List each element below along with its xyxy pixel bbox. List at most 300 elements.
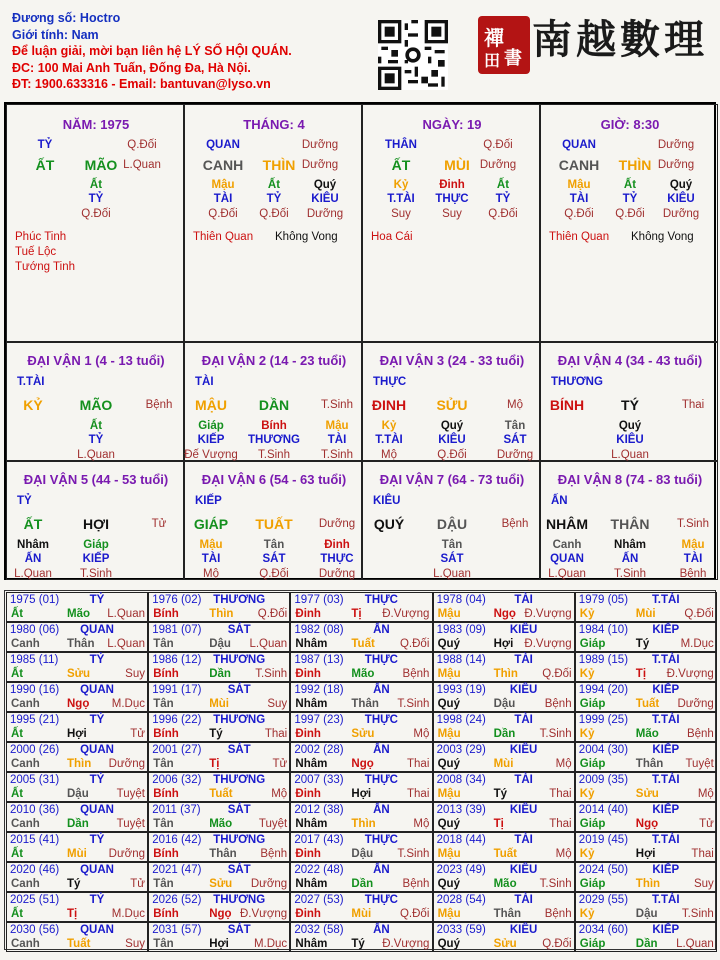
dai-van-can: NHÂM	[546, 516, 588, 532]
year-cell[interactable]	[290, 712, 432, 742]
pillar-can-state: Q.Đối	[127, 139, 157, 151]
dai-van-title: ĐẠI VẬN 7 (64 - 73 tuổi)	[379, 472, 525, 487]
pillar-can: CANH	[558, 157, 600, 173]
dai-van-title: ĐẠI VẬN 5 (44 - 53 tuổi)	[23, 472, 169, 487]
pillar-note: Thiên Quan	[193, 231, 254, 243]
year-chi: Dần	[209, 668, 231, 680]
hidden-star: TỶ	[495, 193, 511, 205]
year-state: L.Quan	[249, 638, 288, 650]
year-star: KIẾP	[652, 804, 680, 816]
hidden-can: Ất	[89, 420, 103, 432]
year-chi: Ngọ	[351, 758, 374, 770]
year-chi: Mùi	[351, 908, 372, 920]
year-can: Canh	[11, 878, 40, 890]
year-can: Canh	[11, 818, 40, 830]
year-cell[interactable]	[6, 862, 148, 892]
year-label: 2012 (38)	[294, 804, 344, 816]
pillar-0[interactable]	[6, 104, 184, 342]
year-cell[interactable]	[148, 622, 290, 652]
year-state: Suy	[693, 878, 714, 890]
hidden-state: Đế Vượng	[184, 449, 238, 461]
dai-van-can: GIÁP	[193, 516, 229, 532]
year-cell[interactable]	[148, 772, 290, 802]
year-cell[interactable]	[433, 622, 575, 652]
hidden-state: Suy	[391, 208, 411, 220]
year-cell[interactable]	[290, 622, 432, 652]
year-cell[interactable]	[148, 652, 290, 682]
pillar-note: Không Vong	[275, 231, 338, 243]
hidden-state: Q.Đối	[81, 208, 111, 220]
hidden-state: Mộ	[203, 568, 219, 580]
year-state: Tuyệt	[116, 818, 145, 830]
year-can: Quý	[437, 938, 460, 950]
year-state: Dưỡng	[108, 758, 145, 770]
year-cell[interactable]	[6, 892, 148, 922]
year-cell[interactable]	[290, 802, 432, 832]
hidden-can: Canh	[552, 539, 582, 551]
year-cell[interactable]	[575, 862, 717, 892]
year-cell[interactable]	[290, 742, 432, 772]
year-state: Mộ	[271, 788, 288, 800]
year-can: Mậu	[437, 788, 461, 800]
year-cell[interactable]	[575, 742, 717, 772]
year-star: QUAN	[80, 924, 114, 936]
year-cell[interactable]	[6, 682, 148, 712]
dai-van-state: Dưỡng	[318, 518, 356, 530]
year-state: Thai	[264, 728, 288, 740]
year-cell[interactable]	[433, 922, 575, 952]
hidden-star: QUAN	[550, 553, 584, 565]
pillar-can: CANH	[202, 157, 244, 173]
year-state: Tử	[130, 728, 145, 740]
hidden-state: T.Sinh	[321, 449, 353, 461]
year-cell[interactable]	[290, 832, 432, 862]
year-star: KIẾP	[652, 924, 680, 936]
year-label: 1984 (10)	[578, 624, 629, 636]
year-chi: Mùi	[209, 698, 229, 710]
year-cell[interactable]	[290, 652, 432, 682]
year-can: Quý	[437, 698, 460, 710]
year-can: Canh	[11, 638, 40, 650]
year-cell[interactable]	[148, 862, 290, 892]
pillar-chi: THÌN	[262, 157, 296, 173]
year-chi: Dần	[351, 878, 374, 890]
hidden-star: T.TÀI	[387, 193, 415, 205]
year-can: Quý	[437, 878, 460, 890]
year-cell[interactable]	[433, 892, 575, 922]
year-can: Nhâm	[295, 938, 328, 950]
year-label: 1978 (04)	[436, 594, 486, 606]
year-star: ẤN	[373, 744, 390, 756]
year-label: 2026 (52)	[152, 894, 202, 906]
pillar-1[interactable]	[184, 104, 362, 342]
dai-van-state: T.Sinh	[321, 399, 353, 411]
year-state: Đ.Vượng	[666, 668, 714, 680]
year-state: Tuyệt	[258, 818, 288, 830]
pillar-2[interactable]	[362, 104, 540, 342]
phone-email[interactable]: ĐT: 1900.633316 - Email: bantuvan@lyso.vn	[12, 77, 271, 91]
hidden-star: TÀI	[683, 553, 703, 565]
year-state: Mộ	[413, 728, 430, 740]
dai-van-5[interactable]	[6, 461, 184, 580]
year-cell[interactable]	[575, 712, 717, 742]
year-chi: Mão	[493, 878, 517, 890]
dai-van-can: ẤT	[23, 516, 43, 532]
year-star: SÁT	[227, 924, 251, 936]
hidden-can: Mậu	[567, 179, 591, 191]
year-can: Đinh	[295, 668, 321, 680]
dai-van-chi: DẬU	[436, 516, 468, 532]
year-can: Đinh	[295, 728, 321, 740]
hidden-star: SÁT	[262, 553, 286, 565]
hidden-can: Tân	[504, 420, 526, 432]
year-can: Giáp	[579, 758, 606, 770]
year-state: M.Dục	[253, 938, 288, 950]
year-can: Ất	[11, 788, 24, 800]
dai-van-state: Bệnh	[501, 518, 529, 530]
year-label: 1975 (01)	[10, 594, 60, 606]
dai-van-6[interactable]	[184, 461, 362, 580]
pillar-note: Tuế Lộc	[15, 246, 57, 258]
dai-van-4[interactable]	[540, 342, 718, 461]
year-cell[interactable]	[6, 772, 148, 802]
year-chi: Tý	[635, 638, 650, 650]
pillar-chi: MÙI	[444, 157, 470, 173]
year-can: Bính	[153, 608, 179, 620]
annual-luck-table	[4, 590, 716, 950]
hidden-star: TỶ	[88, 434, 104, 446]
year-cell[interactable]	[148, 592, 290, 622]
year-cell[interactable]	[575, 682, 717, 712]
year-state: Mộ	[555, 848, 572, 860]
pillar-note: Thiên Quan	[549, 231, 610, 243]
hidden-state: Q.Đối	[208, 208, 238, 220]
year-star: THỰC	[364, 894, 398, 906]
year-cell[interactable]	[6, 832, 148, 862]
dai-van-star: KIÊU	[373, 495, 401, 507]
year-cell[interactable]	[433, 802, 575, 832]
year-cell[interactable]	[6, 742, 148, 772]
year-star: KIÊU	[509, 924, 538, 936]
year-can: Bính	[153, 668, 179, 680]
year-chi: Tý	[351, 938, 365, 950]
year-chi: Ngọ	[635, 818, 659, 830]
hidden-state: T.Sinh	[80, 568, 112, 580]
year-chi: Sửu	[351, 728, 375, 740]
year-star: ẤN	[373, 924, 390, 936]
year-label: 2027 (53)	[294, 894, 344, 906]
hidden-can: Quý	[669, 179, 693, 191]
pillar-can-star: THÂN	[385, 139, 417, 151]
year-can: Tân	[153, 818, 174, 830]
year-cell[interactable]	[290, 592, 432, 622]
year-cell[interactable]	[433, 682, 575, 712]
hidden-star: KIÊU	[667, 193, 695, 205]
year-chi: Tuất	[351, 638, 375, 650]
hidden-state: Dưỡng	[662, 208, 700, 220]
year-can: Ất	[11, 668, 24, 680]
hidden-can: Đinh	[324, 539, 350, 551]
pillar-can-star: TỶ	[37, 139, 53, 151]
year-state: Suy	[125, 938, 145, 950]
year-label: 2016 (42)	[152, 834, 202, 846]
year-state: Bệnh	[402, 668, 430, 680]
year-can: Đinh	[295, 608, 321, 620]
year-label: 1991 (17)	[152, 684, 202, 696]
year-label: 2031 (57)	[152, 924, 202, 936]
year-star: KIẾP	[652, 864, 680, 876]
year-can: Kỷ	[579, 788, 595, 800]
year-chi: Dậu	[209, 638, 231, 650]
year-star: THỰC	[364, 774, 398, 786]
year-can: Ất	[11, 848, 24, 860]
hidden-can: Quý	[313, 179, 337, 191]
year-cell[interactable]	[433, 772, 575, 802]
year-chi: Tuất	[635, 698, 660, 710]
year-can: Tân	[153, 638, 174, 650]
hidden-can: Quý	[618, 420, 642, 432]
year-label: 2021 (47)	[152, 864, 202, 876]
hidden-can: Bính	[261, 420, 287, 432]
dai-van-title: ĐẠI VẬN 2 (14 - 23 tuổi)	[201, 353, 347, 368]
year-cell[interactable]	[433, 592, 575, 622]
dai-van-2[interactable]	[184, 342, 362, 461]
year-chi: Tị	[67, 908, 78, 920]
year-chi: Dậu	[635, 908, 658, 920]
hidden-state: L.Quan	[548, 568, 586, 580]
pillar-can: ẤT	[391, 157, 411, 173]
year-chi: Tý	[209, 728, 223, 740]
year-label: 2020 (46)	[10, 864, 60, 876]
dai-van-3[interactable]	[362, 342, 540, 461]
year-star: SÁT	[227, 864, 251, 876]
dai-van-8[interactable]	[540, 461, 718, 580]
year-chi: Sửu	[67, 668, 91, 680]
pillar-title: GIỜ: 8:30	[600, 117, 660, 132]
year-cell[interactable]	[575, 622, 717, 652]
dai-van-state: Thai	[681, 399, 705, 411]
year-chi: Thân	[493, 908, 522, 920]
year-label: 2029 (55)	[578, 894, 629, 906]
dai-van-can: BÍNH	[549, 397, 585, 413]
year-state: Q.Đối	[542, 938, 572, 950]
dai-van-star: THỰC	[373, 376, 407, 388]
year-label: 1996 (22)	[152, 714, 202, 726]
year-cell[interactable]	[575, 832, 717, 862]
year-can: Canh	[11, 698, 40, 710]
hidden-star: ẤN	[621, 553, 639, 565]
year-label: 1993 (19)	[436, 684, 486, 696]
year-cell[interactable]	[433, 862, 575, 892]
hidden-star: KIẾP	[197, 434, 225, 446]
year-label: 1986 (12)	[152, 654, 202, 666]
year-state: M.Dục	[111, 908, 145, 920]
pillar-chi-state: Dưỡng	[479, 159, 517, 171]
year-can: Giáp	[579, 698, 606, 710]
year-cell[interactable]	[6, 922, 148, 952]
hidden-can: Mậu	[199, 539, 223, 551]
hidden-state: Dưỡng	[306, 208, 344, 220]
year-can: Quý	[437, 638, 460, 650]
dai-van-1[interactable]	[6, 342, 184, 461]
year-cell[interactable]	[6, 802, 148, 832]
hidden-can: Giáp	[198, 420, 224, 432]
qr-code-icon[interactable]	[378, 20, 448, 90]
year-star: TÀI	[514, 714, 533, 726]
year-star: THỰC	[364, 594, 398, 606]
year-state: Bệnh	[686, 728, 714, 740]
year-state: Bệnh	[260, 848, 288, 860]
year-star: QUAN	[80, 684, 114, 696]
year-state: L.Quan	[107, 638, 145, 650]
year-star: T.TÀI	[652, 654, 680, 666]
year-star: THỰC	[364, 714, 398, 726]
year-star: THƯƠNG	[213, 834, 266, 846]
dai-van-star: TÀI	[195, 376, 214, 388]
pillar-note: Tướng Tinh	[15, 261, 75, 273]
hidden-star: TÀI	[213, 193, 233, 205]
year-cell[interactable]	[6, 652, 148, 682]
year-label: 1994 (20)	[578, 684, 629, 696]
year-star: TỶ	[89, 774, 105, 786]
year-cell[interactable]	[575, 892, 717, 922]
year-cell[interactable]	[575, 772, 717, 802]
year-star: TÀI	[514, 834, 533, 846]
year-label: 2023 (49)	[436, 864, 486, 876]
dai-van-can: KỶ	[23, 397, 43, 413]
hidden-state: L.Quan	[14, 568, 52, 580]
year-state: Đ.Vượng	[382, 938, 430, 950]
year-chi: Thân	[209, 848, 237, 860]
year-label: 1980 (06)	[10, 624, 60, 636]
year-star: KIÊU	[509, 744, 538, 756]
year-can: Nhâm	[295, 638, 328, 650]
year-can: Kỷ	[579, 668, 595, 680]
pillar-chi-state: Dưỡng	[301, 159, 339, 171]
hidden-star: SÁT	[503, 434, 527, 446]
year-cell[interactable]	[6, 622, 148, 652]
year-state: Thai	[549, 818, 572, 830]
year-label: 1987 (13)	[294, 654, 344, 666]
dai-van-title: ĐẠI VẬN 6 (54 - 63 tuổi)	[201, 472, 347, 487]
year-label: 1997 (23)	[294, 714, 344, 726]
year-cell[interactable]	[575, 592, 717, 622]
hidden-can: Ất	[89, 179, 103, 191]
year-chi: Tuất	[67, 938, 91, 950]
dai-van-star: TỶ	[17, 495, 32, 507]
year-can: Nhâm	[295, 818, 328, 830]
year-state: Suy	[125, 668, 145, 680]
year-cell[interactable]	[290, 892, 432, 922]
year-cell[interactable]	[433, 652, 575, 682]
year-can: Giáp	[579, 938, 606, 950]
year-label: 1982 (08)	[294, 624, 344, 636]
dai-van-chi: HỢI	[83, 516, 109, 532]
hidden-can: Ất	[623, 179, 637, 191]
year-chi: Hợi	[351, 788, 372, 800]
year-chi: Hợi	[635, 848, 656, 860]
dai-van-title: ĐẠI VẬN 3 (24 - 33 tuổi)	[379, 353, 525, 368]
year-chi: Thìn	[493, 668, 518, 680]
year-cell[interactable]	[290, 922, 432, 952]
year-cell[interactable]	[575, 652, 717, 682]
year-star: TÀI	[514, 654, 533, 666]
hidden-state: Q.Đối	[259, 208, 289, 220]
year-cell[interactable]	[290, 772, 432, 802]
year-label: 1992 (18)	[294, 684, 344, 696]
year-star: ẤN	[373, 864, 390, 876]
hidden-star: THƯƠNG	[248, 434, 300, 446]
year-chi: Tý	[67, 878, 81, 890]
year-state: Q.Đối	[399, 638, 430, 650]
year-chi: Mão	[635, 728, 659, 740]
pillar-3[interactable]	[540, 104, 718, 342]
year-cell[interactable]	[148, 712, 290, 742]
hidden-can: Ất	[496, 179, 510, 191]
pillar-title: NĂM: 1975	[62, 117, 130, 132]
year-cell[interactable]	[148, 682, 290, 712]
year-cell[interactable]	[575, 802, 717, 832]
year-star: THƯƠNG	[213, 714, 266, 726]
hidden-can: Giáp	[83, 539, 109, 551]
year-star: T.TÀI	[652, 714, 680, 726]
year-cell[interactable]	[290, 682, 432, 712]
year-label: 2017 (43)	[294, 834, 344, 846]
year-cell[interactable]	[148, 832, 290, 862]
year-cell[interactable]	[433, 712, 575, 742]
year-cell[interactable]	[433, 832, 575, 862]
year-can: Tân	[153, 758, 174, 770]
year-cell[interactable]	[6, 712, 148, 742]
year-cell[interactable]	[148, 802, 290, 832]
year-can: Canh	[11, 938, 40, 950]
year-label: 1999 (25)	[578, 714, 629, 726]
brand-logo: 南越數理	[532, 16, 708, 63]
year-label: 2015 (41)	[10, 834, 60, 846]
year-star: TỶ	[89, 714, 105, 726]
year-star: KIÊU	[509, 684, 538, 696]
year-cell[interactable]	[148, 922, 290, 952]
year-cell[interactable]	[148, 892, 290, 922]
hidden-star: KIÊU	[438, 434, 466, 446]
year-star: TỶ	[89, 654, 105, 666]
year-label: 2014 (40)	[578, 804, 629, 816]
hidden-star: KIÊU	[616, 434, 644, 446]
dai-van-7[interactable]	[362, 461, 540, 580]
red-seal-stamp: 禪 書 田	[478, 16, 530, 74]
year-cell[interactable]	[575, 922, 717, 952]
year-cell[interactable]	[148, 742, 290, 772]
year-cell[interactable]	[6, 592, 148, 622]
year-cell[interactable]	[290, 862, 432, 892]
pillar-chi-state: Dưỡng	[657, 159, 695, 171]
dai-van-title: ĐẠI VẬN 1 (4 - 13 tuổi)	[27, 353, 165, 368]
dai-van-chi: MÃO	[79, 397, 113, 413]
year-star: SÁT	[227, 804, 251, 816]
hidden-can: Mậu	[681, 539, 705, 551]
year-state: Dưỡng	[108, 848, 145, 860]
year-chi: Thân	[67, 638, 95, 650]
year-state: T.Sinh	[539, 728, 572, 740]
year-state: Bệnh	[544, 908, 572, 920]
year-label: 2003 (29)	[436, 744, 486, 756]
year-chi: Sửu	[635, 788, 659, 800]
year-label: 1976 (02)	[152, 594, 202, 606]
year-star: THƯƠNG	[213, 594, 266, 606]
year-star: ẤN	[373, 684, 390, 696]
year-state: Tử	[699, 818, 714, 830]
year-cell[interactable]	[433, 742, 575, 772]
